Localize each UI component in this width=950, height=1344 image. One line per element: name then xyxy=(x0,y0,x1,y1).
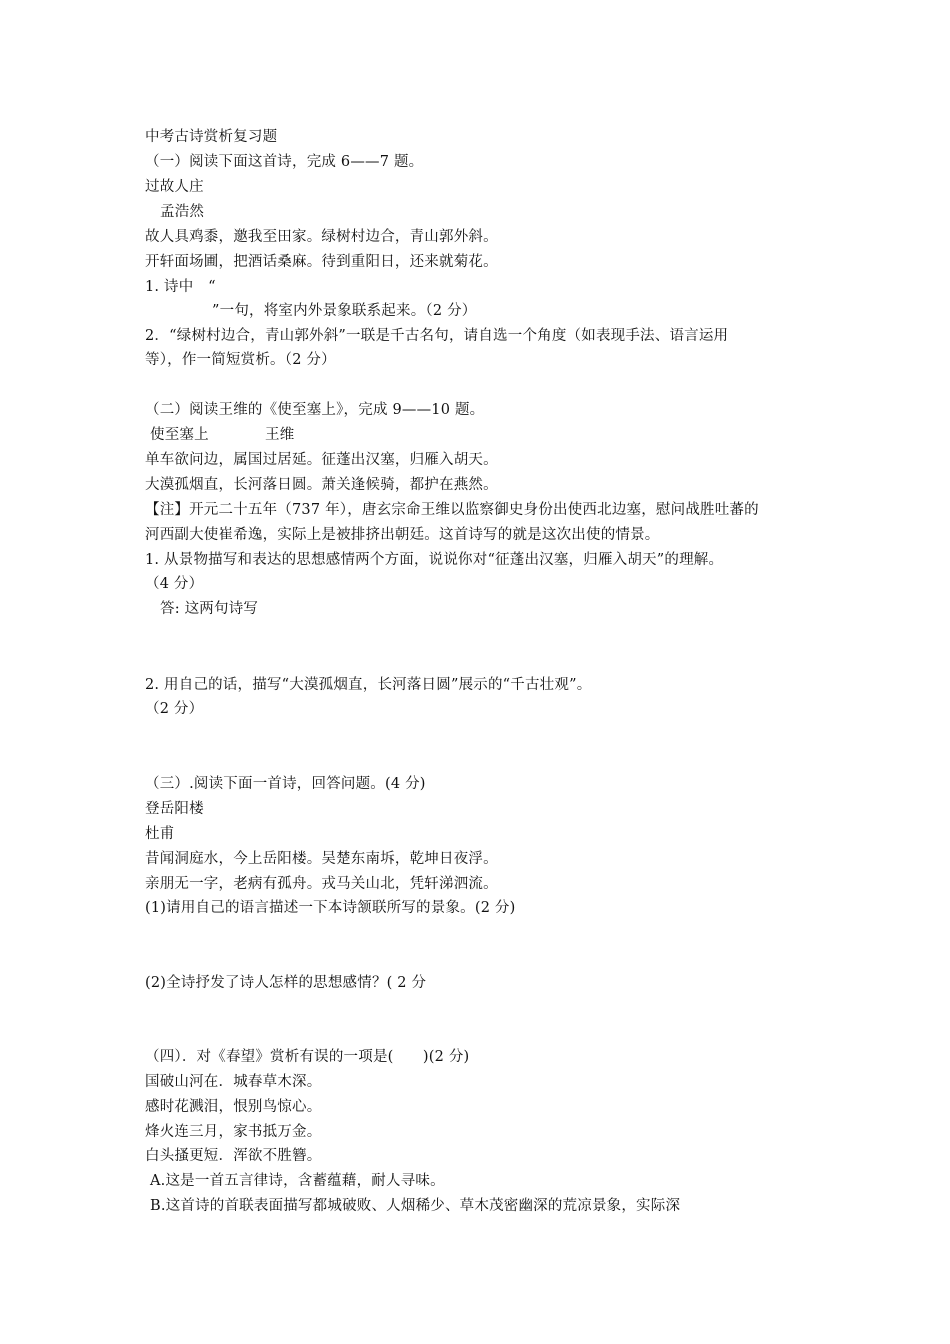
section2-note-line-2: 河西副大使崔希逸，实际上是被排挤出朝廷。这首诗写的就是这次出使的情景。 xyxy=(145,527,660,543)
section4-poem-line-2: 感时花溅泪，恨别鸟惊心。 xyxy=(145,1099,322,1115)
section4-poem-line-1: 国破山河在．城春草木深。 xyxy=(145,1074,322,1090)
section4-option-a: A.这是一首五言律诗，含蓄蕴藉，耐人寻味。 xyxy=(150,1173,445,1189)
section2-question-2-line-1: 2. 用自己的话，描写“大漠孤烟直，长河落日圆”展示的“千古壮观”。 xyxy=(145,677,592,693)
section2-poem-line-1: 单车欲问边，属国过居延。征蓬出汉塞，归雁入胡天。 xyxy=(145,452,498,468)
section1-poem-line-2: 开轩面场圃，把酒话桑麻。待到重阳日，还来就菊花。 xyxy=(145,254,498,270)
section1-heading: （一）阅读下面这首诗，完成 6——7 题。 xyxy=(145,154,424,170)
section2-poem-title: 使至塞上 xyxy=(150,427,209,443)
section4-poem-line-3: 烽火连三月，家书抵万金。 xyxy=(145,1124,322,1140)
section4-heading: （四）．对《春望》赏析有误的一项是( )(2 分) xyxy=(145,1049,470,1065)
section1-question-2-line-2: 等），作一简短赏析。（2 分） xyxy=(145,352,336,368)
section1-question-1-part1: 1. 诗中 “ xyxy=(145,279,216,295)
section3-heading: （三）.阅读下面一首诗，回答问题。(4 分) xyxy=(145,776,426,792)
section3-poem-line-2: 亲朋无一字，老病有孤舟。戎马关山北，凭轩涕泗流。 xyxy=(145,876,498,892)
section1-poem-line-1: 故人具鸡黍，邀我至田家。绿树村边合，青山郭外斜。 xyxy=(145,229,498,245)
section1-question-2-line-1: 2．“绿树村边合，青山郭外斜”一联是千古名句，请自选一个角度（如表现手法、语言运用 xyxy=(145,328,729,344)
section3-question-1: (1)请用自己的语言描述一下本诗颔联所写的景象。(2 分) xyxy=(145,900,516,916)
document-title: 中考古诗赏析复习题 xyxy=(145,129,278,145)
section4-poem-line-4: 白头搔更短．浑欲不胜簪。 xyxy=(145,1148,322,1164)
section3-poem-title: 登岳阳楼 xyxy=(145,801,204,817)
section3-poem-author: 杜甫 xyxy=(145,826,175,842)
section2-answer-prompt: 答: 这两句诗写 xyxy=(160,601,259,617)
section3-question-2: (2)全诗抒发了诗人怎样的思想感情？( 2 分 xyxy=(145,975,427,991)
section1-poem-author: 孟浩然 xyxy=(160,204,205,220)
section2-poem-line-2: 大漠孤烟直，长河落日圆。萧关逢候骑，都护在燕然。 xyxy=(145,477,498,493)
section4-option-b: B.这首诗的首联表面描写都城破败、人烟稀少、草木茂密幽深的荒凉景象，实际深 xyxy=(150,1198,681,1214)
section1-poem-title: 过故人庄 xyxy=(145,179,204,195)
section1-question-1-part2: ”一句，将室内外景象联系起来。（2 分） xyxy=(212,303,477,319)
section2-heading: （二）阅读王维的《使至塞上》，完成 9——10 题。 xyxy=(145,402,485,418)
section2-question-1-line-2: （4 分） xyxy=(145,576,204,592)
section2-question-2-line-2: （2 分） xyxy=(145,701,204,717)
section3-poem-line-1: 昔闻洞庭水，今上岳阳楼。吴楚东南坼，乾坤日夜浮。 xyxy=(145,851,498,867)
section2-question-1-line-1: 1. 从景物描写和表达的思想感情两个方面，说说你对“征蓬出汉塞，归雁入胡天”的理解。 xyxy=(145,552,724,568)
section2-poem-author: 王维 xyxy=(265,427,295,443)
section2-note-line-1: 【注】开元二十五年（737 年），唐玄宗命王维以监察御史身份出使西北边塞，慰问战胜吐蕃的 xyxy=(145,502,759,518)
